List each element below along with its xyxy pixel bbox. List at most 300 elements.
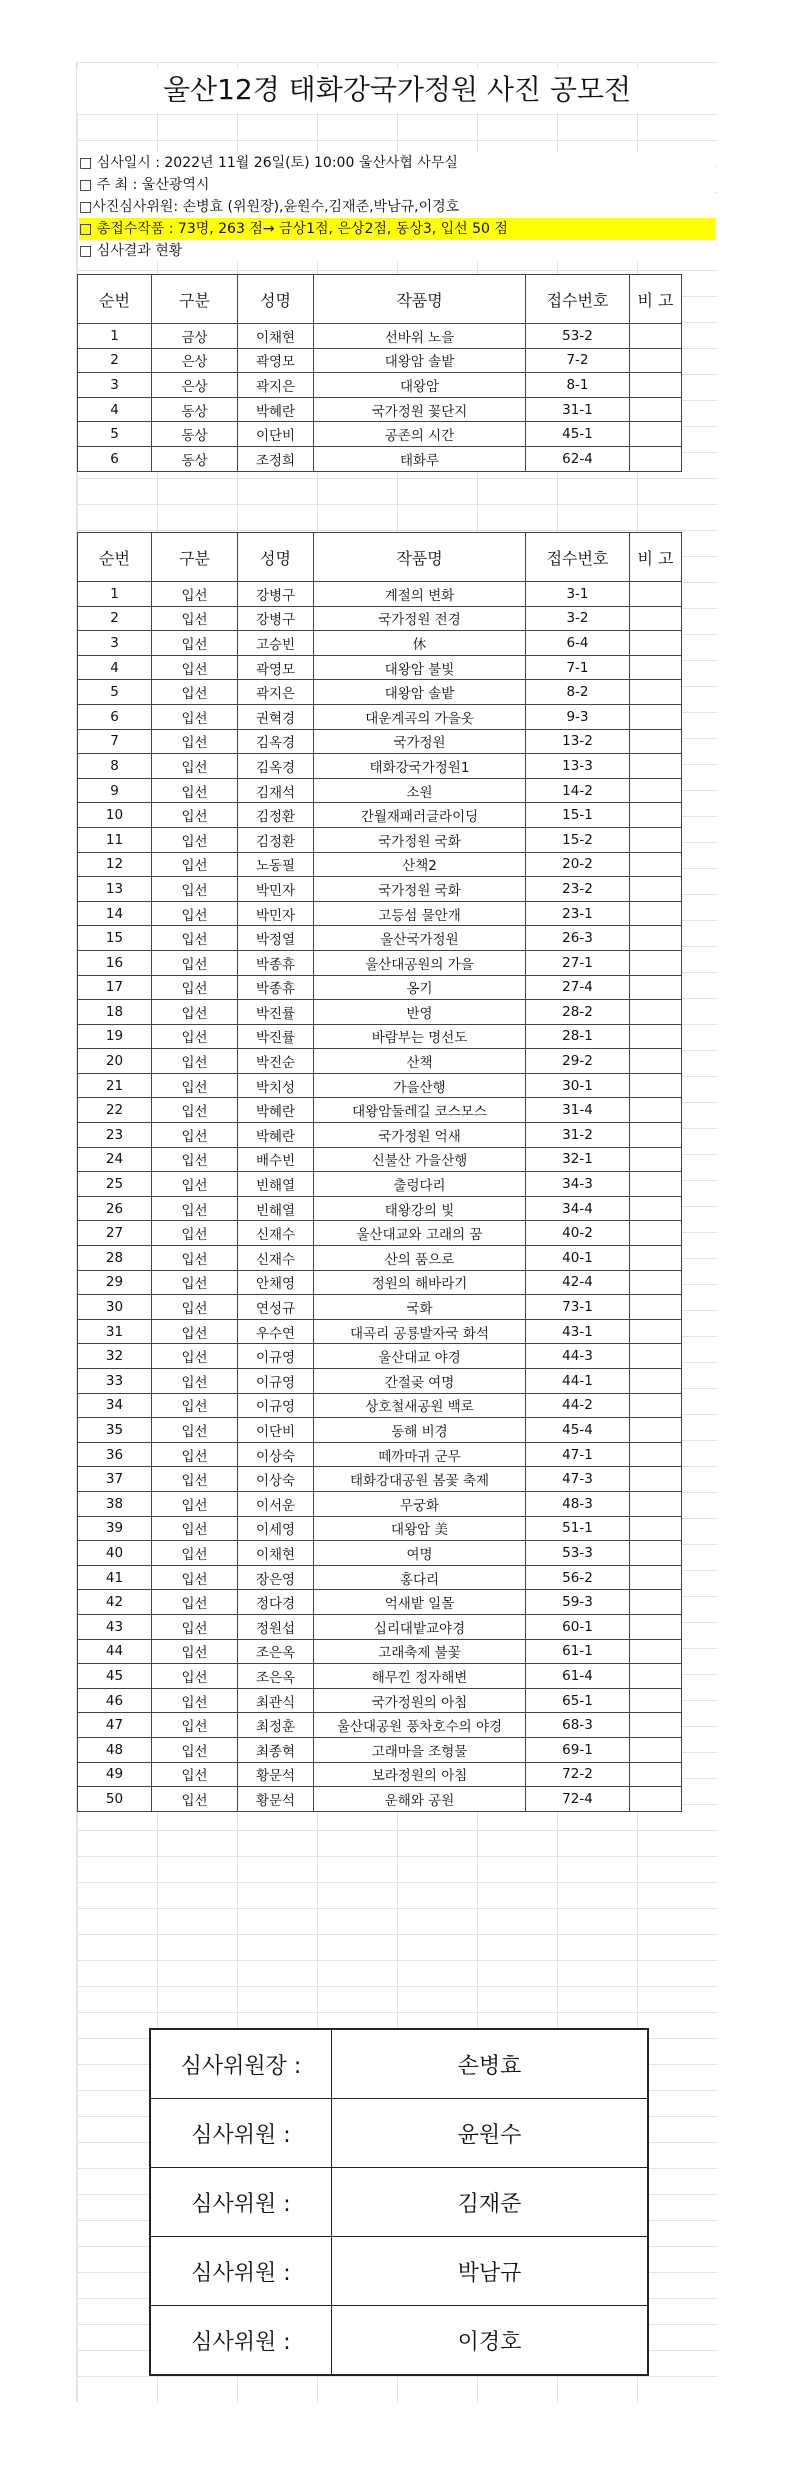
cell-name: 박혜란	[238, 1098, 314, 1123]
cell-work-title: 출렁다리	[314, 1172, 526, 1197]
cell-name: 장은영	[238, 1565, 314, 1590]
cell-entry-number: 69-1	[526, 1737, 630, 1762]
table-row	[78, 975, 682, 1000]
cell-entry-number: 15-2	[526, 827, 630, 852]
cell-work-title: 休	[314, 631, 526, 656]
cell-entry-number: 13-2	[526, 729, 630, 754]
page-title: 울산12경 태화강국가정원 사진 공모전	[77, 68, 717, 112]
cell-work-title: 고등섬 물안개	[314, 901, 526, 926]
cell-category: 입선	[152, 1098, 238, 1123]
table-row	[78, 422, 682, 447]
header-category: 구분	[152, 275, 238, 324]
cell-work-title: 대왕암 솔밭	[314, 680, 526, 705]
cell-work-title: 울산국가정원	[314, 926, 526, 951]
cell-entry-number: 53-2	[526, 324, 630, 349]
cell-category: 입선	[152, 1565, 238, 1590]
spreadsheet-sheet	[76, 62, 717, 2402]
cell-name: 조은옥	[238, 1639, 314, 1664]
cell-category: 동상	[152, 446, 238, 471]
cell-number: 43	[78, 1614, 152, 1639]
table-row	[78, 926, 682, 951]
cell-name: 빈해열	[238, 1172, 314, 1197]
cell-remarks	[630, 754, 682, 779]
selections-table	[77, 532, 682, 1812]
cell-category: 입선	[152, 1664, 238, 1689]
cell-number: 23	[78, 1123, 152, 1148]
table-row	[78, 397, 682, 422]
cell-remarks	[630, 1369, 682, 1394]
cell-category: 입선	[152, 950, 238, 975]
cell-remarks	[630, 1073, 682, 1098]
cell-number: 20	[78, 1049, 152, 1074]
cell-name: 곽영모	[238, 348, 314, 373]
cell-work-title: 태화강국가정원1	[314, 754, 526, 779]
cell-category: 은상	[152, 373, 238, 398]
table-row	[78, 1098, 682, 1123]
header-category: 구분	[152, 533, 238, 582]
cell-work-title: 동해 비경	[314, 1418, 526, 1443]
cell-work-title: 간절곶 여명	[314, 1369, 526, 1394]
cell-name: 고승빈	[238, 631, 314, 656]
cell-category: 입선	[152, 704, 238, 729]
cell-number: 35	[78, 1418, 152, 1443]
judge-name: 박남규	[332, 2237, 649, 2306]
judge-row	[150, 2306, 648, 2376]
cell-remarks	[630, 1393, 682, 1418]
cell-entry-number: 15-1	[526, 803, 630, 828]
cell-entry-number: 47-1	[526, 1442, 630, 1467]
cell-number: 28	[78, 1246, 152, 1271]
cell-name: 안채영	[238, 1270, 314, 1295]
table-row	[78, 827, 682, 852]
cell-name: 곽영모	[238, 655, 314, 680]
cell-remarks	[630, 1295, 682, 1320]
cell-number: 2	[78, 606, 152, 631]
cell-name: 최관식	[238, 1688, 314, 1713]
cell-category: 입선	[152, 1467, 238, 1492]
header-work-title: 작품명	[314, 275, 526, 324]
cell-entry-number: 8-1	[526, 373, 630, 398]
cell-entry-number: 34-4	[526, 1196, 630, 1221]
cell-name: 최종혁	[238, 1737, 314, 1762]
info-schedule: □ 심사일시 : 2022년 11월 26일(토) 10:00 울산사협 사무실	[79, 152, 715, 174]
table-row	[78, 1762, 682, 1787]
cell-remarks	[630, 324, 682, 349]
cell-entry-number: 40-1	[526, 1246, 630, 1271]
cell-category: 입선	[152, 1713, 238, 1738]
cell-number: 18	[78, 1000, 152, 1025]
table-row	[78, 1639, 682, 1664]
cell-name: 박진률	[238, 1024, 314, 1049]
cell-number: 42	[78, 1590, 152, 1615]
cell-number: 15	[78, 926, 152, 951]
cell-remarks	[630, 1123, 682, 1148]
cell-remarks	[630, 778, 682, 803]
cell-name: 박종휴	[238, 950, 314, 975]
cell-category: 동상	[152, 397, 238, 422]
cell-number: 45	[78, 1664, 152, 1689]
cell-number: 9	[78, 778, 152, 803]
cell-work-title: 국가정원 국화	[314, 827, 526, 852]
cell-number: 26	[78, 1196, 152, 1221]
cell-name: 김옥경	[238, 754, 314, 779]
table-row	[78, 1467, 682, 1492]
cell-entry-number: 34-3	[526, 1172, 630, 1197]
cell-remarks	[630, 803, 682, 828]
cell-number: 37	[78, 1467, 152, 1492]
cell-entry-number: 40-2	[526, 1221, 630, 1246]
cell-category: 입선	[152, 1221, 238, 1246]
cell-name: 김정환	[238, 803, 314, 828]
table-row	[78, 1516, 682, 1541]
cell-category: 입선	[152, 1688, 238, 1713]
cell-name: 이서운	[238, 1491, 314, 1516]
cell-work-title: 정원의 해바라기	[314, 1270, 526, 1295]
cell-entry-number: 45-4	[526, 1418, 630, 1443]
cell-entry-number: 8-2	[526, 680, 630, 705]
cell-work-title: 고래축제 불꽃	[314, 1639, 526, 1664]
cell-number: 32	[78, 1344, 152, 1369]
cell-name: 노동필	[238, 852, 314, 877]
cell-name: 이상숙	[238, 1442, 314, 1467]
cell-category: 은상	[152, 348, 238, 373]
awards-header-row	[78, 275, 682, 324]
cell-entry-number: 45-1	[526, 422, 630, 447]
cell-category: 입선	[152, 1000, 238, 1025]
cell-remarks	[630, 1246, 682, 1271]
cell-work-title: 국가정원 억새	[314, 1123, 526, 1148]
cell-name: 박민자	[238, 877, 314, 902]
cell-work-title: 가을산행	[314, 1073, 526, 1098]
table-row	[78, 950, 682, 975]
cell-number: 1	[78, 582, 152, 607]
cell-number: 13	[78, 877, 152, 902]
cell-category: 입선	[152, 778, 238, 803]
cell-entry-number: 6-4	[526, 631, 630, 656]
judge-role: 심사위원 :	[150, 2168, 332, 2237]
cell-entry-number: 72-4	[526, 1787, 630, 1812]
cell-remarks	[630, 373, 682, 398]
cell-number: 33	[78, 1369, 152, 1394]
cell-work-title: 반영	[314, 1000, 526, 1025]
cell-number: 14	[78, 901, 152, 926]
cell-category: 입선	[152, 1344, 238, 1369]
cell-name: 이규영	[238, 1369, 314, 1394]
table-row	[78, 1270, 682, 1295]
cell-category: 입선	[152, 926, 238, 951]
table-row	[78, 1541, 682, 1566]
cell-entry-number: 26-3	[526, 926, 630, 951]
cell-name: 박종휴	[238, 975, 314, 1000]
cell-number: 41	[78, 1565, 152, 1590]
cell-number: 4	[78, 397, 152, 422]
table-row	[78, 1172, 682, 1197]
cell-remarks	[630, 827, 682, 852]
cell-entry-number: 9-3	[526, 704, 630, 729]
cell-category: 입선	[152, 827, 238, 852]
cell-work-title: 대왕암	[314, 373, 526, 398]
table-row	[78, 1737, 682, 1762]
table-row	[78, 1221, 682, 1246]
cell-entry-number: 3-2	[526, 606, 630, 631]
cell-entry-number: 7-1	[526, 655, 630, 680]
table-row	[78, 680, 682, 705]
cell-number: 21	[78, 1073, 152, 1098]
cell-number: 12	[78, 852, 152, 877]
cell-entry-number: 56-2	[526, 1565, 630, 1590]
cell-category: 입선	[152, 1639, 238, 1664]
cell-number: 22	[78, 1098, 152, 1123]
awards-table	[77, 274, 682, 472]
cell-entry-number: 28-1	[526, 1024, 630, 1049]
cell-category: 입선	[152, 1295, 238, 1320]
cell-category: 입선	[152, 754, 238, 779]
cell-category: 입선	[152, 1270, 238, 1295]
header-entry-number: 접수번호	[526, 533, 630, 582]
cell-remarks	[630, 446, 682, 471]
cell-entry-number: 31-4	[526, 1098, 630, 1123]
judges-signature-table	[149, 2028, 649, 2376]
cell-remarks	[630, 1442, 682, 1467]
cell-category: 입선	[152, 975, 238, 1000]
cell-number: 30	[78, 1295, 152, 1320]
cell-entry-number: 61-1	[526, 1639, 630, 1664]
cell-entry-number: 3-1	[526, 582, 630, 607]
cell-name: 권혁경	[238, 704, 314, 729]
cell-remarks	[630, 1762, 682, 1787]
cell-entry-number: 13-3	[526, 754, 630, 779]
cell-work-title: 상호철새공원 백로	[314, 1393, 526, 1418]
table-row	[78, 1713, 682, 1738]
judge-row	[150, 2029, 648, 2099]
cell-name: 정원섭	[238, 1614, 314, 1639]
cell-remarks	[630, 1491, 682, 1516]
info-host: □ 주 최 : 울산광역시	[79, 174, 715, 196]
cell-entry-number: 51-1	[526, 1516, 630, 1541]
cell-work-title: 국가정원 국화	[314, 877, 526, 902]
cell-category: 입선	[152, 1442, 238, 1467]
cell-name: 이채현	[238, 324, 314, 349]
cell-entry-number: 44-2	[526, 1393, 630, 1418]
cell-number: 49	[78, 1762, 152, 1787]
cell-number: 5	[78, 680, 152, 705]
table-row	[78, 1147, 682, 1172]
cell-entry-number: 65-1	[526, 1688, 630, 1713]
cell-work-title: 대곡리 공룡발자국 화석	[314, 1319, 526, 1344]
table-row	[78, 1196, 682, 1221]
table-row	[78, 631, 682, 656]
cell-entry-number: 28-2	[526, 1000, 630, 1025]
cell-entry-number: 32-1	[526, 1147, 630, 1172]
cell-category: 입선	[152, 1737, 238, 1762]
cell-number: 3	[78, 631, 152, 656]
cell-work-title: 울산대공원 풍차호수의 야경	[314, 1713, 526, 1738]
cell-number: 17	[78, 975, 152, 1000]
cell-entry-number: 53-3	[526, 1541, 630, 1566]
judge-role: 심사위원 :	[150, 2237, 332, 2306]
cell-work-title: 무궁화	[314, 1491, 526, 1516]
cell-name: 이세영	[238, 1516, 314, 1541]
cell-work-title: 옹기	[314, 975, 526, 1000]
cell-entry-number: 31-2	[526, 1123, 630, 1148]
cell-work-title: 여명	[314, 1541, 526, 1566]
cell-number: 8	[78, 754, 152, 779]
cell-name: 박혜란	[238, 397, 314, 422]
cell-remarks	[630, 1467, 682, 1492]
cell-work-title: 십리대밭교야경	[314, 1614, 526, 1639]
table-row	[78, 1246, 682, 1271]
cell-name: 정다경	[238, 1590, 314, 1615]
cell-remarks	[630, 950, 682, 975]
cell-number: 31	[78, 1319, 152, 1344]
table-row	[78, 1787, 682, 1812]
cell-name: 김옥경	[238, 729, 314, 754]
cell-name: 이규영	[238, 1344, 314, 1369]
table-row	[78, 1393, 682, 1418]
cell-name: 황문석	[238, 1762, 314, 1787]
cell-category: 입선	[152, 1762, 238, 1787]
cell-category: 입선	[152, 1516, 238, 1541]
table-row	[78, 1123, 682, 1148]
table-row	[78, 877, 682, 902]
cell-entry-number: 14-2	[526, 778, 630, 803]
table-row	[78, 1418, 682, 1443]
cell-category: 동상	[152, 422, 238, 447]
cell-remarks	[630, 704, 682, 729]
cell-entry-number: 62-4	[526, 446, 630, 471]
cell-category: 입선	[152, 1393, 238, 1418]
info-judges: □사진심사위원: 손병효 (위원장),윤원수,김재준,박남규,이경호	[79, 196, 715, 218]
cell-entry-number: 31-1	[526, 397, 630, 422]
table-row	[78, 1344, 682, 1369]
cell-entry-number: 27-1	[526, 950, 630, 975]
header-remarks: 비 고	[630, 533, 682, 582]
cell-category: 입선	[152, 1590, 238, 1615]
cell-work-title: 태왕강의 빛	[314, 1196, 526, 1221]
table-row	[78, 606, 682, 631]
cell-work-title: 운해와 공원	[314, 1787, 526, 1812]
cell-category: 입선	[152, 1319, 238, 1344]
cell-name: 조은옥	[238, 1664, 314, 1689]
header-remarks: 비 고	[630, 275, 682, 324]
cell-remarks	[630, 1418, 682, 1443]
cell-name: 곽지은	[238, 680, 314, 705]
cell-category: 입선	[152, 680, 238, 705]
cell-entry-number: 73-1	[526, 1295, 630, 1320]
table-row	[78, 1590, 682, 1615]
cell-remarks	[630, 1098, 682, 1123]
table-row	[78, 582, 682, 607]
cell-remarks	[630, 975, 682, 1000]
table-row	[78, 1565, 682, 1590]
cell-entry-number: 44-3	[526, 1344, 630, 1369]
table-row	[78, 1295, 682, 1320]
cell-number: 6	[78, 446, 152, 471]
cell-name: 신재수	[238, 1246, 314, 1271]
selections-header-row	[78, 533, 682, 582]
cell-name: 박진률	[238, 1000, 314, 1025]
cell-remarks	[630, 1319, 682, 1344]
cell-remarks	[630, 1639, 682, 1664]
cell-work-title: 고래마을 조형물	[314, 1737, 526, 1762]
cell-entry-number: 44-1	[526, 1369, 630, 1394]
cell-name: 김정환	[238, 827, 314, 852]
cell-remarks	[630, 852, 682, 877]
cell-number: 34	[78, 1393, 152, 1418]
cell-work-title: 공존의 시간	[314, 422, 526, 447]
cell-work-title: 울산대교 야경	[314, 1344, 526, 1369]
cell-category: 입선	[152, 1246, 238, 1271]
cell-remarks	[630, 1196, 682, 1221]
cell-work-title: 태화루	[314, 446, 526, 471]
cell-remarks	[630, 1049, 682, 1074]
table-row	[78, 729, 682, 754]
cell-name: 박진순	[238, 1049, 314, 1074]
cell-category: 입선	[152, 1787, 238, 1812]
cell-category: 금상	[152, 324, 238, 349]
info-results-heading: □ 심사결과 현황	[79, 240, 715, 262]
cell-name: 박치성	[238, 1073, 314, 1098]
cell-number: 46	[78, 1688, 152, 1713]
cell-work-title: 억새밭 일몰	[314, 1590, 526, 1615]
cell-name: 박민자	[238, 901, 314, 926]
cell-name: 연성규	[238, 1295, 314, 1320]
cell-number: 1	[78, 324, 152, 349]
cell-number: 25	[78, 1172, 152, 1197]
cell-category: 입선	[152, 852, 238, 877]
cell-category: 입선	[152, 1147, 238, 1172]
cell-work-title: 대왕암둘레길 코스모스	[314, 1098, 526, 1123]
cell-category: 입선	[152, 1541, 238, 1566]
cell-entry-number: 47-3	[526, 1467, 630, 1492]
table-row	[78, 324, 682, 349]
cell-work-title: 국가정원 꽃단지	[314, 397, 526, 422]
cell-number: 7	[78, 729, 152, 754]
cell-entry-number: 43-1	[526, 1319, 630, 1344]
cell-entry-number: 48-3	[526, 1491, 630, 1516]
table-row	[78, 803, 682, 828]
cell-name: 이단비	[238, 1418, 314, 1443]
cell-work-title: 신불산 가을산행	[314, 1147, 526, 1172]
cell-work-title: 울산대교와 고래의 꿈	[314, 1221, 526, 1246]
cell-number: 27	[78, 1221, 152, 1246]
table-row	[78, 852, 682, 877]
cell-name: 배수빈	[238, 1147, 314, 1172]
cell-remarks	[630, 1000, 682, 1025]
cell-remarks	[630, 1787, 682, 1812]
cell-category: 입선	[152, 1172, 238, 1197]
cell-name: 최정훈	[238, 1713, 314, 1738]
cell-category: 입선	[152, 1123, 238, 1148]
cell-number: 24	[78, 1147, 152, 1172]
cell-name: 강병구	[238, 606, 314, 631]
header-number: 순번	[78, 275, 152, 324]
cell-remarks	[630, 1221, 682, 1246]
header-entry-number: 접수번호	[526, 275, 630, 324]
cell-number: 10	[78, 803, 152, 828]
table-row	[78, 1664, 682, 1689]
cell-name: 우수연	[238, 1319, 314, 1344]
judge-role: 심사위원장 :	[150, 2029, 332, 2099]
cell-work-title: 울산대공원의 가을	[314, 950, 526, 975]
judge-name: 윤원수	[332, 2099, 649, 2168]
cell-category: 입선	[152, 803, 238, 828]
cell-number: 4	[78, 655, 152, 680]
cell-remarks	[630, 901, 682, 926]
cell-entry-number: 23-2	[526, 877, 630, 902]
cell-entry-number: 60-1	[526, 1614, 630, 1639]
cell-remarks	[630, 1713, 682, 1738]
